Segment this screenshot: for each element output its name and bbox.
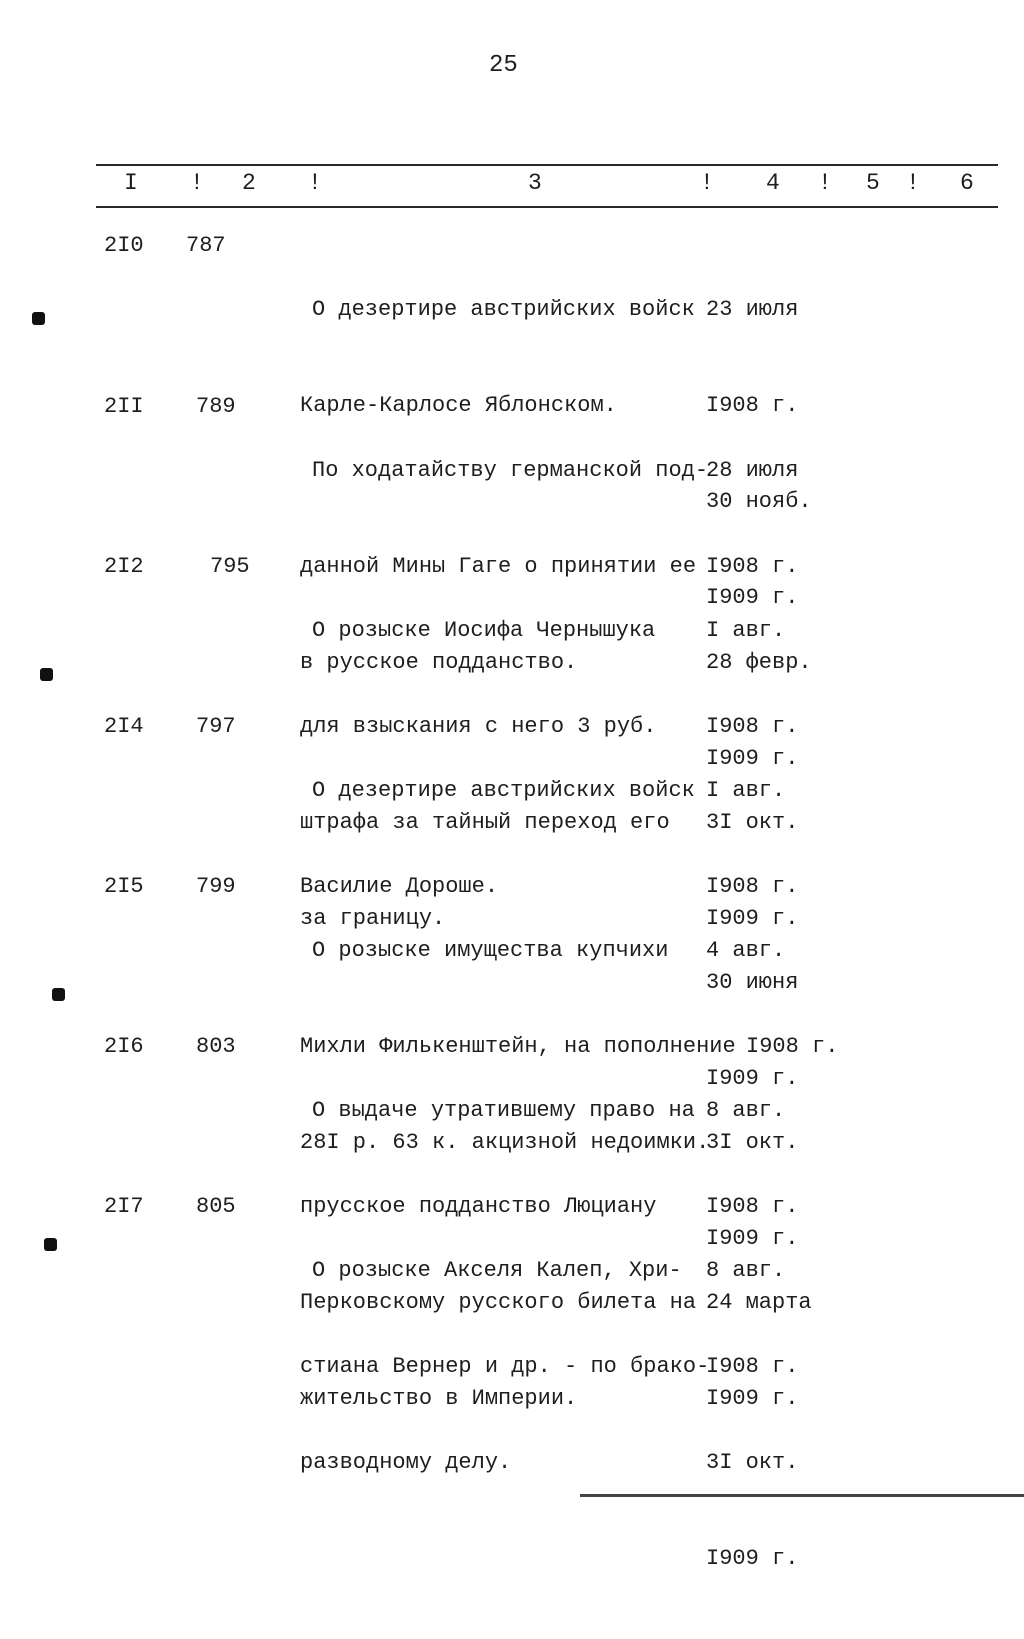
title-line: По ходатайству германской под-	[312, 458, 709, 483]
date-line: 3I окт.	[706, 810, 799, 835]
date-line: 23 июля	[706, 297, 799, 322]
date-line: 24 марта	[706, 1290, 812, 1315]
header-separator: !	[700, 170, 714, 196]
title-line: штрафа за тайный переход его	[300, 810, 670, 835]
table-header-top-rule	[96, 164, 998, 166]
file-number: 797	[196, 714, 236, 739]
entry-dates	[706, 1191, 798, 1639]
header-col-5: 5	[866, 170, 880, 196]
title-line: О розыске Иосифа Чернышука	[312, 618, 656, 643]
date-line: 30 июня	[706, 970, 799, 995]
entry-number: 2I5	[104, 874, 144, 899]
date-line: I908 г.	[706, 1354, 799, 1379]
entry-title	[300, 1191, 709, 1543]
file-number: 803	[196, 1034, 236, 1059]
date-line: 28 февр.	[706, 650, 812, 675]
header-separator: !	[906, 170, 920, 196]
page-bottom-edge	[580, 1494, 1024, 1497]
title-line: Перковскому русского билета на	[300, 1290, 697, 1315]
file-number: 805	[196, 1194, 236, 1219]
punch-hole-mark	[32, 312, 45, 325]
file-number: 789	[196, 394, 236, 419]
date-line: I авг.	[706, 618, 786, 643]
date-line: I908 г.	[706, 874, 799, 899]
date-line: 3I окт.	[706, 1130, 799, 1155]
date-line: I909 г.	[706, 746, 799, 771]
entry-number: 2I2	[104, 554, 144, 579]
date-line: I908 г.	[706, 554, 799, 579]
header-separator: !	[308, 170, 322, 196]
file-number: 787	[186, 233, 226, 258]
entry-number: 2I0	[104, 233, 144, 258]
date-line: I909 г.	[706, 1066, 799, 1091]
title-line: О розыске имущества купчихи	[312, 938, 669, 963]
date-line: I909 г.	[706, 585, 799, 610]
date-line: 8 авг.	[706, 1098, 786, 1123]
title-line: О дезертире австрийских войск	[312, 778, 695, 803]
date-line: I908 г.	[746, 1034, 839, 1059]
title-line: Карле-Карлосе Яблонском.	[300, 393, 617, 418]
entry-number: 2I7	[104, 1194, 144, 1219]
entry-number: 2II	[104, 394, 144, 419]
file-number: 799	[196, 874, 236, 899]
table-header-bottom-rule	[96, 206, 998, 208]
entry-number: 2I4	[104, 714, 144, 739]
punch-hole-mark	[52, 988, 65, 1001]
title-line: 28I р. 63 к. акцизной недоимки.	[300, 1130, 710, 1155]
date-line: 4 авг.	[706, 938, 786, 963]
date-line: 3I окт.	[706, 1450, 799, 1475]
title-line: О розыске Акселя Калеп, Хри-	[312, 1258, 682, 1283]
title-line: данной Мины Гаге о принятии ее	[300, 554, 697, 579]
title-line: Михли Филькенштейн, на пополнение	[300, 1034, 736, 1059]
file-number: 795	[210, 554, 250, 579]
date-line: I909 г.	[706, 1546, 799, 1571]
date-line: I908 г.	[706, 1194, 799, 1219]
title-line: за границу.	[300, 906, 446, 931]
title-line: для взыскания с него 3 руб.	[300, 714, 657, 739]
page-number: 25	[489, 52, 518, 79]
date-line: I авг.	[706, 778, 786, 803]
date-line: I909 г.	[706, 906, 799, 931]
date-line: I908 г.	[706, 393, 799, 418]
date-line: 30 нояб.	[706, 489, 812, 514]
title-line: О дезертире австрийских войск	[312, 297, 695, 322]
date-line: I909 г.	[706, 1386, 799, 1411]
title-line: Василие Дороше.	[300, 874, 499, 899]
punch-hole-mark	[40, 668, 53, 681]
header-col-2: 2	[242, 170, 256, 196]
punch-hole-mark	[44, 1238, 57, 1251]
header-col-4: 4	[766, 170, 780, 196]
date-line: 28 июля	[706, 458, 799, 483]
title-line: в русское подданство.	[300, 650, 578, 675]
title-line: стиана Вернер и др. - по брако-	[300, 1354, 710, 1379]
date-line: I909 г.	[706, 1226, 799, 1251]
date-line: 8 авг.	[706, 1258, 786, 1283]
header-separator: !	[190, 170, 204, 196]
title-line: прусское подданство Люциану	[300, 1194, 657, 1219]
title-line: разводному делу.	[300, 1450, 512, 1475]
header-col-1: I	[124, 170, 138, 196]
header-col-3: 3	[528, 170, 542, 196]
title-line: жительство в Империи.	[300, 1386, 578, 1411]
title-line: О выдаче утратившему право на	[312, 1098, 695, 1123]
header-separator: !	[818, 170, 832, 196]
entry-number: 2I6	[104, 1034, 144, 1059]
date-line: I908 г.	[706, 714, 799, 739]
header-col-6: 6	[960, 170, 974, 196]
